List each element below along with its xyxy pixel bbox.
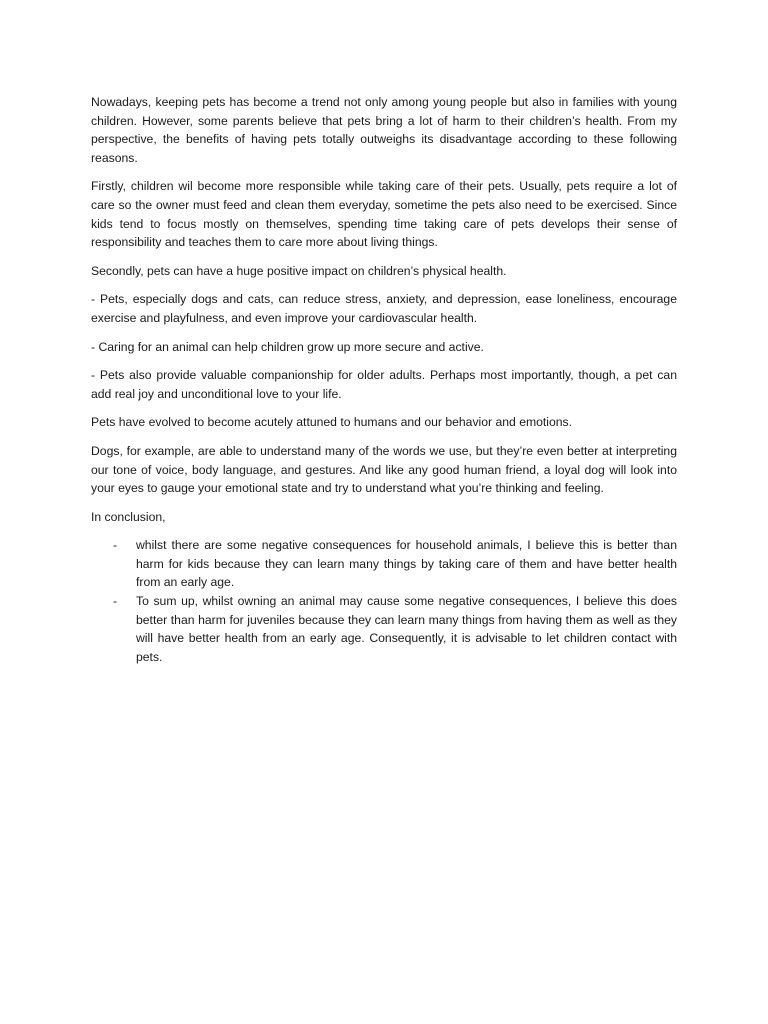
second-reason-paragraph: Secondly, pets can have a huge positive impact on children’s physical health. — [91, 263, 507, 278]
conclusion-list — [91, 536, 677, 666]
list-item — [91, 536, 677, 592]
essay-body — [91, 93, 677, 666]
intro-paragraph: Nowadays, keeping pets has become a trend not only among young people but also in families with young children. However, some parents believe that pets bring a lot of harm to their children’s health. From my perspective, the benefits of having pets totally outweighs its disadvantage according to these following reasons. — [91, 95, 677, 165]
conclusion-item-text: whilst there are some negative consequences for household animals, I believe this is better than harm for kids because they can learn many things by taking care of them and have better health from an early age. — [136, 538, 677, 590]
first-reason-paragraph: Firstly, children wil become more responsible while taking care of their pets. Usually, pets require a lot of care so the owner must feed and clean them everyday, sometime the pets also need to be exercised. Since kids tend to focus mostly on themselves, spending time taking care of pets develops their sense of responsibility and teaches them to care more about living things. — [91, 179, 677, 250]
health-point-companionship: - Pets also provide valuable companionship for older adults. Perhaps most importantly, though, a pet can add real joy and unconditional love to your life. — [91, 368, 677, 401]
list-dash: - — [113, 594, 118, 609]
dogs-example-paragraph: Dogs, for example, are able to understand many of the words we use, but they’re even better at interpreting our tone of voice, body language, and gestures. And like any good human friend, a loyal dog will look into your eyes to gauge your emotional state and try to understand what you’re thinking and feeling. — [91, 443, 677, 496]
health-point-secure: - Caring for an animal can help children grow up more secure and active. — [91, 339, 484, 354]
conclusion-heading: In conclusion, — [91, 509, 166, 524]
list-dash: - — [113, 538, 118, 553]
attunement-paragraph: Pets have evolved to become acutely attuned to humans and our behavior and emotions. — [91, 415, 573, 430]
conclusion-item-text: To sum up, whilst owning an animal may cause some negative consequences, I believe this does better than harm for juveniles because they can learn many things from having them as well as they will have better health from an early age. Consequently, it is advisable to let children contact with pets. — [136, 594, 677, 664]
list-item — [91, 592, 677, 666]
health-point-stress: - Pets, especially dogs and cats, can reduce stress, anxiety, and depression, ease loneliness, encourage exercise and playfulness, and even improve your cardiovascular health. — [91, 292, 677, 325]
